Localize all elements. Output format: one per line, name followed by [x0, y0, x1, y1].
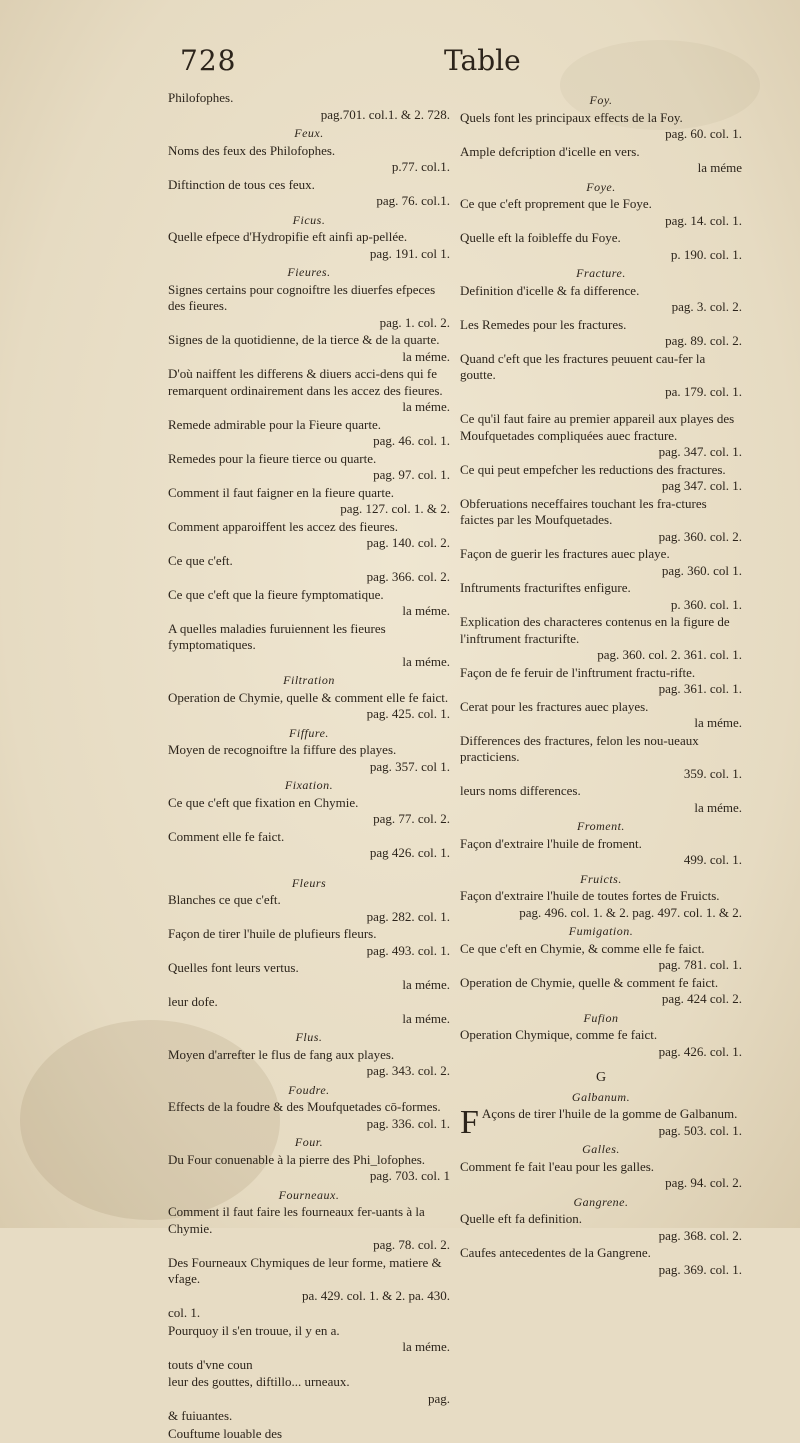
- entry-text: Differences des fractures, felon les nou-ueaux practiciens.: [460, 732, 699, 764]
- entry-reference: 359. col. 1.: [683, 765, 742, 781]
- index-heading: Foudre.: [288, 1082, 330, 1097]
- index-entry: [168, 143, 450, 176]
- entry-reference: pag. 496. col. 1. & 2. pag. 497. col. 1. & 2.: [519, 904, 742, 920]
- index-heading: Feux.: [294, 126, 324, 140]
- index-entry: [168, 553, 450, 586]
- entry-text: Quelle eft fa definition.: [460, 1211, 583, 1226]
- entry-reference: pag. 1. col. 2.: [379, 314, 450, 330]
- entry-reference: pag. 89. col. 2.: [665, 333, 742, 348]
- index-entry: [168, 417, 450, 450]
- entry-text: Remedes pour la fieure tierce ou quarte.: [168, 450, 377, 466]
- entry-reference: pag. 426. col. 1.: [658, 1043, 742, 1059]
- entry-text: Cerat pour les fractures auec playes.: [460, 698, 649, 714]
- entry-reference: pag. 76. col.1.: [376, 193, 450, 208]
- index-heading: Fracture.: [576, 266, 626, 280]
- entry-reference: pa. 179. col. 1.: [665, 383, 742, 399]
- entry-text: Açons de tirer l'huile de la gomme de Galbanum.: [481, 1106, 738, 1121]
- entry-text: Les Remedes pour les fractures.: [460, 316, 627, 332]
- entry-reference: la méme.: [402, 399, 450, 414]
- entry-text: Ce que c'eft en Chymie, & comme elle fe faict.: [460, 940, 705, 956]
- entry-text: leur dofe.: [168, 994, 218, 1009]
- entry-reference: pag. 781. col. 1.: [658, 957, 742, 972]
- index-entry: [168, 282, 450, 332]
- entry-text: Signes certains pour cognoiftre les diuerfes efpeces des fieures.: [168, 281, 436, 313]
- entry-reference: pag.: [427, 1390, 450, 1406]
- index-entry: [168, 1152, 450, 1185]
- entry-text: Comment fe fait l'eau pour les galles.: [460, 1158, 655, 1174]
- entry-reference: pag. 140. col. 2.: [366, 535, 450, 550]
- entry-text: Operation de Chymie, quelle & comment fe faict.: [460, 974, 719, 990]
- index-heading: Filtration: [283, 673, 335, 687]
- entry-reference: la méme.: [402, 1010, 450, 1026]
- entry-text: Quelles font leurs vertus.: [168, 960, 299, 975]
- entry-text: Caufes antecedentes de la Gangrene.: [460, 1245, 651, 1260]
- page-header: [0, 44, 800, 90]
- index-entry: [168, 587, 450, 620]
- section-letter: G: [595, 1070, 607, 1085]
- index-heading: Fumigation.: [568, 924, 634, 938]
- right-column: [460, 90, 742, 1279]
- index-entry: [460, 411, 742, 461]
- entry-text: Operation de Chymie, quelle & comment elle fe faict.: [168, 689, 449, 705]
- entry-reference: la méme: [697, 160, 742, 175]
- index-entry: [460, 462, 742, 495]
- entry-reference: pa. 429. col. 1. & 2. pa. 430.: [301, 1287, 450, 1303]
- entry-text: A quelles maladies furuiennent les fieures fymptomatiques.: [168, 620, 386, 652]
- entry-reference: pag. 361. col. 1.: [658, 681, 742, 696]
- entry-reference: pag. 14. col. 1.: [665, 212, 742, 228]
- spacer: [168, 863, 450, 873]
- entry-reference: pag.701. col.1. & 2. 728.: [320, 106, 450, 122]
- index-heading: Fleurs: [291, 875, 327, 890]
- entry-text: Signes de la quotidienne, de la tierce & de la quarte.: [168, 332, 440, 347]
- index-entry: [460, 546, 742, 579]
- entry-text: D'où naiffent les differens & diuers acci-dens qui fe remarquent ordinairement dans les accez des fieures.: [168, 366, 443, 398]
- entry-text: Quelle eft la foibleffe du Foye.: [460, 230, 621, 245]
- index-entry: [168, 1374, 450, 1407]
- entry-text: Moyen de recognoiftre la fiffure des playes.: [168, 742, 397, 757]
- index-entry: [168, 1357, 450, 1374]
- entry-text: Pourquoy il s'en trouue, il y en a.: [168, 1322, 340, 1338]
- index-entry: [460, 230, 742, 263]
- index-entry: [168, 892, 450, 925]
- entry-text: leurs noms differences.: [460, 783, 581, 798]
- entry-text: Comment apparoiffent les accez des fieures.: [168, 518, 399, 534]
- index-entry: [460, 1245, 742, 1278]
- entry-text: Façon de tirer l'huile de plufieurs fleurs.: [168, 926, 377, 941]
- page-number: 728: [180, 44, 237, 77]
- index-heading: Ficus.: [292, 212, 326, 227]
- index-heading: Foy.: [589, 93, 613, 107]
- entry-text: Comment il faut faire les fourneaux fer-uants à la Chymie.: [168, 1204, 425, 1236]
- entry-text: Blanches ce que c'eft.: [168, 892, 281, 907]
- entry-text: Ample defcription d'icelle en vers.: [460, 143, 640, 159]
- index-entry: [460, 496, 742, 546]
- entry-text: Remede admirable pour la Fieure quarte.: [168, 416, 381, 432]
- entry-text: touts d'vne coun: [168, 1356, 253, 1372]
- index-entry: [168, 829, 450, 862]
- entry-text: Du Four conuenable à la pierre des Phi_lofophes.: [168, 1151, 426, 1167]
- index-entry: [168, 90, 450, 123]
- entry-text: Des Fourneaux Chymiques de leur forme, matiere & vfage.: [168, 1254, 442, 1286]
- entry-text: Moyen d'arrefter le flus de fang aux playes.: [168, 1046, 395, 1062]
- entry-reference: pag. 191. col 1.: [369, 245, 450, 261]
- entry-reference: pag. 503. col. 1.: [658, 1122, 742, 1138]
- index-heading: Fiffure.: [289, 725, 329, 740]
- index-entry: [460, 1027, 742, 1060]
- entry-reference: pag. 78. col. 2.: [373, 1237, 450, 1252]
- entry-reference: pag 347. col. 1.: [661, 478, 742, 493]
- index-entry: [460, 283, 742, 316]
- index-entry: [168, 621, 450, 671]
- entry-reference: pag. 3. col. 2.: [671, 299, 742, 314]
- index-entry: [460, 614, 742, 664]
- index-heading: Fruicts.: [580, 871, 622, 886]
- index-entry: [460, 1211, 742, 1244]
- index-entry: [460, 783, 742, 816]
- entry-reference: pag. 77. col. 2.: [373, 811, 450, 826]
- index-entry: [168, 451, 450, 484]
- index-entry: [460, 1159, 742, 1192]
- index-heading: Foye.: [586, 179, 616, 194]
- index-entry: [460, 144, 742, 177]
- index-heading: Galles.: [582, 1142, 620, 1156]
- index-entry: [460, 351, 742, 401]
- index-entry: [168, 519, 450, 552]
- entry-text: Façon de fe feruir de l'inftrument fractu-rifte.: [460, 664, 696, 680]
- index-columns: [168, 90, 744, 1441]
- entry-reference: p.77. col.1.: [391, 159, 450, 174]
- index-heading: Fufion: [583, 1010, 619, 1025]
- entry-text: leur des gouttes, diftillo... urneaux.: [168, 1374, 350, 1389]
- index-entry: [168, 1204, 450, 1254]
- entry-reference: pag. 282. col. 1.: [366, 908, 450, 924]
- index-entry: [460, 888, 742, 921]
- index-entry: [460, 733, 742, 783]
- entry-text: Façon d'extraire l'huile de toutes fortes de Fruicts.: [460, 888, 720, 903]
- entry-reference: la méme.: [402, 603, 450, 618]
- entry-text: Comment il faut faigner en la fieure quarte.: [168, 484, 394, 500]
- entry-reference: pag. 493. col. 1.: [366, 942, 450, 958]
- entry-reference: pag. 336. col. 1.: [366, 1115, 450, 1131]
- index-entry: [460, 110, 742, 143]
- entry-text: Philofophes.: [168, 90, 234, 105]
- index-entry: [168, 229, 450, 262]
- entry-reference: pag 426. col. 1.: [369, 845, 450, 860]
- index-heading: Galbanum.: [571, 1089, 631, 1104]
- entry-text: Ce que c'eft.: [168, 552, 233, 568]
- entry-reference: pag. 127. col. 1. & 2.: [340, 501, 450, 516]
- entry-reference: pag. 97. col. 1.: [373, 467, 450, 482]
- entry-text: Quelle efpece d'Hydropifie eft ainfi ap-pellée.: [168, 229, 408, 244]
- entry-reference: la méme.: [694, 715, 742, 730]
- index-entry: [460, 196, 742, 229]
- entry-reference: pag. 424 col. 2.: [661, 991, 742, 1006]
- index-entry: [460, 580, 742, 613]
- index-heading: Fourneaux.: [278, 1187, 340, 1202]
- entry-reference: la méme.: [402, 348, 450, 364]
- entry-text: col. 1.: [168, 1305, 201, 1320]
- index-entry: [168, 332, 450, 365]
- index-entry: [460, 665, 742, 698]
- entry-text: Operation Chymique, comme fe faict.: [460, 1027, 658, 1042]
- index-entry: [168, 994, 450, 1027]
- index-entry: [168, 795, 450, 828]
- entry-text: Definition d'icelle & fa difference.: [460, 282, 640, 298]
- entry-text: Inftruments fracturiftes enfigure.: [460, 580, 631, 595]
- entry-text: Façon de guerir les fractures auec playe.: [460, 546, 670, 561]
- index-entry: [460, 1106, 742, 1139]
- index-heading: Fixation.: [284, 778, 334, 792]
- entry-text: Ce qui peut empefcher les reductions des fractures.: [460, 461, 726, 477]
- index-heading: Flus.: [295, 1030, 323, 1044]
- index-entry: [460, 317, 742, 350]
- entry-text: Ce qu'il faut faire au premier appareil aux playes des Moufquetades compliquées auec fracture.: [460, 411, 735, 443]
- entry-reference: p. 360. col. 1.: [670, 596, 742, 612]
- index-entry: [460, 941, 742, 974]
- entry-reference: pag. 369. col. 1.: [658, 1261, 742, 1277]
- index-entry: [168, 1047, 450, 1080]
- index-entry: [168, 1099, 450, 1132]
- index-entry: [460, 699, 742, 732]
- entry-reference: pag. 366. col. 2.: [366, 569, 450, 584]
- index-heading: Fieures.: [287, 265, 331, 279]
- entry-reference: pag. 360. col. 2. 361. col. 1.: [597, 647, 742, 662]
- entry-reference: pag. 360. col 1.: [661, 562, 742, 578]
- entry-text: Diftinction de tous ces feux.: [168, 176, 315, 192]
- entry-reference: pag. 94. col. 2.: [665, 1175, 742, 1190]
- index-entry: [168, 1408, 450, 1425]
- index-heading: Four.: [294, 1135, 324, 1149]
- entry-text: Quels font les principaux effects de la Foy.: [460, 109, 683, 125]
- index-entry: [168, 926, 450, 959]
- entry-reference: pag. 357. col 1.: [369, 758, 450, 774]
- entry-text: Ce que c'eft que la fieure fymptomatique.: [168, 586, 384, 602]
- entry-reference: pag. 368. col. 2.: [658, 1227, 742, 1243]
- index-entry: [168, 1426, 450, 1443]
- index-entry: [168, 1323, 450, 1356]
- index-entry: [168, 485, 450, 518]
- index-entry: [168, 1255, 450, 1305]
- entry-reference: pag. 60. col. 1.: [665, 126, 742, 141]
- entry-reference: 499. col. 1.: [683, 852, 742, 867]
- entry-text: Comment elle fe faict.: [168, 828, 285, 844]
- drop-cap: F: [460, 1104, 479, 1141]
- entry-reference: pag. 425. col. 1.: [366, 706, 450, 721]
- index-entry: [460, 836, 742, 869]
- running-title: Table: [444, 44, 521, 77]
- index-entry: [168, 366, 450, 416]
- index-entry: [168, 1305, 450, 1322]
- spacer: [460, 401, 742, 411]
- index-entry: [460, 975, 742, 1008]
- entry-text: Noms des feux des Philofophes.: [168, 142, 336, 158]
- entry-reference: la méme.: [402, 653, 450, 669]
- entry-reference: pag. 360. col. 2.: [658, 528, 742, 544]
- entry-reference: pag. 703. col. 1: [369, 1168, 450, 1183]
- entry-reference: p. 190. col. 1.: [670, 246, 742, 262]
- entry-reference: la méme.: [402, 976, 450, 992]
- index-entry: [168, 177, 450, 210]
- index-entry: [168, 742, 450, 775]
- index-heading: Gangrene.: [573, 1194, 629, 1209]
- entry-reference: pag. 347. col. 1.: [658, 444, 742, 459]
- entry-text: Quand c'eft que les fractures peuuent cau-fer la goutte.: [460, 350, 706, 382]
- entry-text: Ce que c'eft que fixation en Chymie.: [168, 794, 359, 810]
- entry-text: Explication des characteres contenus en la figure de l'inftrument fracturifte.: [460, 614, 730, 646]
- entry-reference: la méme.: [694, 799, 742, 815]
- index-entry: [168, 690, 450, 723]
- index-heading: Froment.: [577, 819, 625, 833]
- entry-text: Façon d'extraire l'huile de froment.: [460, 835, 642, 851]
- entry-reference: la méme.: [402, 1339, 450, 1354]
- left-column: [168, 90, 450, 1443]
- entry-text: & fuiuantes.: [168, 1408, 233, 1423]
- entry-text: Couftume louable des: [168, 1425, 283, 1441]
- entry-text: Effects de la foudre & des Moufquetades cō-formes.: [168, 1099, 441, 1114]
- entry-text: Ce que c'eft proprement que le Foye.: [460, 196, 652, 211]
- entry-text: Obferuations neceffaires touchant les fra-ctures faictes par les Moufquetades.: [460, 495, 707, 527]
- index-entry: [168, 960, 450, 993]
- entry-reference: pag. 46. col. 1.: [373, 433, 450, 448]
- entry-reference: pag. 343. col. 2.: [366, 1063, 450, 1078]
